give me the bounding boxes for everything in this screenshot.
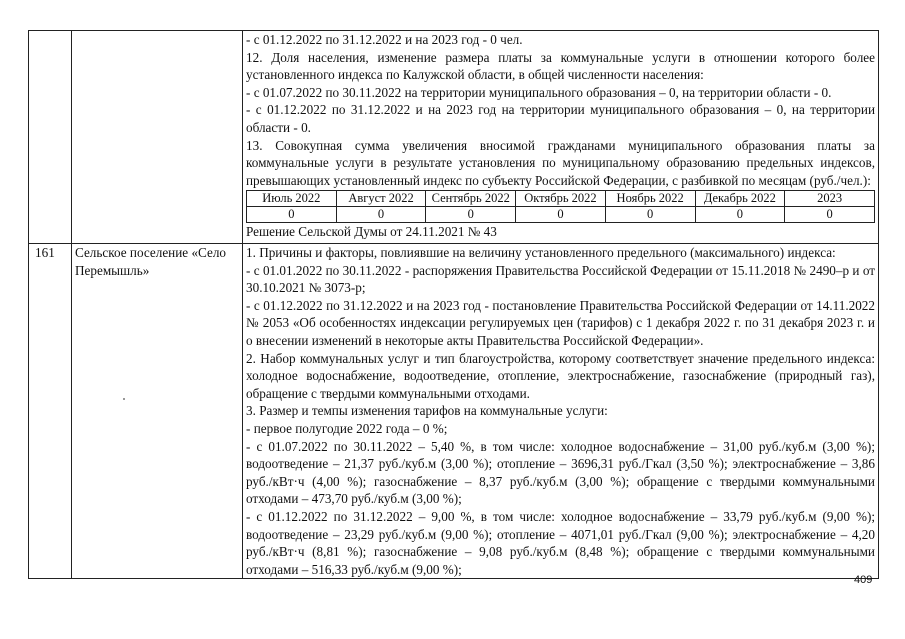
text-paragraph: - с 01.12.2022 по 31.12.2022 – 9,00 %, в том числе: холодное водоснабжение – 33,79 руб./куб.м (9,00 %); водоотведение – 23,29 руб./куб.м (9,00 %); отопление – 4071,01 руб./Гкал (9,00 %); электроснабжение – 4,20 руб./кВт·ч (8,81 %); газоснабжение – 9,08 руб./куб.м (8,48 %); обращение с твердыми коммунальными отходами – 516,33 руб./куб.м (9,00 %);: [246, 508, 875, 577]
month-header: Сентябрь 2022: [426, 191, 516, 207]
scan-speck: [123, 398, 125, 400]
month-value: 0: [247, 207, 337, 223]
month-header: Июль 2022: [247, 191, 337, 207]
text-paragraph: - с 01.12.2022 по 31.12.2022 и на 2023 год - постановление Правительства Российской Федерации от 14.11.2022 № 2053 «Об особенностях индексации регулируемых цен (тарифов) с 1 декабря 2022 г. по 31 декабря 2023 г. и о внесении изменений в некоторые акты Правительства Российской Федерации».: [246, 297, 875, 348]
months-header-row: [247, 191, 875, 207]
page-number: 409: [854, 574, 873, 586]
month-value: 0: [516, 207, 606, 223]
months-values-row: [247, 207, 875, 223]
month-header: 2023: [785, 191, 875, 207]
row-number-cell: 161: [29, 244, 72, 579]
month-value: 0: [695, 207, 785, 223]
row-number-cell: [29, 31, 72, 244]
text-paragraph: 1. Причины и факторы, повлиявшие на величину установленного предельного (максимального) индекса:: [246, 245, 836, 260]
months-table: [246, 190, 875, 223]
text-paragraph: - с 01.12.2022 по 31.12.2022 и на 2023 год на территории муниципального образования – 0, на территории области - 0.: [246, 102, 875, 135]
text-line: - с 01.07.2022 по 30.11.2022 на территории муниципального образования – 0, на территории области - 0.: [246, 84, 832, 100]
settlement-cell: [72, 31, 243, 244]
month-header: Август 2022: [336, 191, 426, 207]
decision-line: Решение Сельской Думы от 24.11.2021 № 43: [246, 224, 497, 240]
table-row: [29, 244, 879, 579]
text-line: - первое полугодие 2022 года – 0 %;: [246, 420, 448, 436]
month-header: Ноябрь 2022: [605, 191, 695, 207]
month-value: 0: [336, 207, 426, 223]
text-paragraph: 2. Набор коммунальных услуг и тип благоустройства, которому соответствует значение предельного индекса: холодное водоснабжение, водоотведение, отопление, электроснабжение, газоснабжение (природный газ), обращение с твердыми коммунальными отходами.: [246, 350, 875, 401]
settlement-cell: Сельское поселение «Село Перемышль»: [72, 244, 243, 579]
details-cell: [243, 244, 879, 579]
text-paragraph: 12. Доля населения, изменение размера платы за коммунальные услуги в отношении которого более установленного индекса по Калужской области, в общей численности населения:: [246, 49, 875, 83]
text-line: 3. Размер и темпы изменения тарифов на коммунальные услуги:: [246, 403, 608, 419]
month-value: 0: [785, 207, 875, 223]
text-paragraph: 13. Совокупная сумма увеличения вносимой гражданами муниципального образования платы за коммунальные услуги в результате установления по муниципальному образованию предельных индексов, превышающих установленный индекс по субъекту Российской Федерации, с разбивкой по месяцам (руб./чел.):: [246, 137, 875, 188]
text-line: - с 01.12.2022 по 31.12.2022 и на 2023 год - 0 чел.: [246, 32, 523, 47]
month-value: 0: [426, 207, 516, 223]
table-row: [29, 31, 879, 244]
month-value: 0: [605, 207, 695, 223]
text-paragraph: - с 01.07.2022 по 30.11.2022 – 5,40 %, в том числе: холодное водоснабжение – 31,00 руб./куб.м (3,00 %); водоотведение – 21,37 руб./куб.м (3,00 %); отопление – 3696,31 руб./Гкал (3,50 %); электроснабжение – 3,86 руб./кВт·ч (4,00 %); газоснабжение – 8,37 руб./куб.м (3,00 %); обращение с твердыми коммунальными отходами – 473,70 руб./куб.м (3,00 %);: [246, 438, 875, 507]
details-cell: [243, 31, 879, 244]
month-header: Октябрь 2022: [516, 191, 606, 207]
indices-table: [28, 30, 879, 579]
text-paragraph: - с 01.01.2022 по 30.11.2022 - распоряжения Правительства Российской Федерации от 15.11.2018 № 2490–р и от 30.10.2021 № 3073-р;: [246, 262, 875, 296]
month-header: Декабрь 2022: [695, 191, 785, 207]
